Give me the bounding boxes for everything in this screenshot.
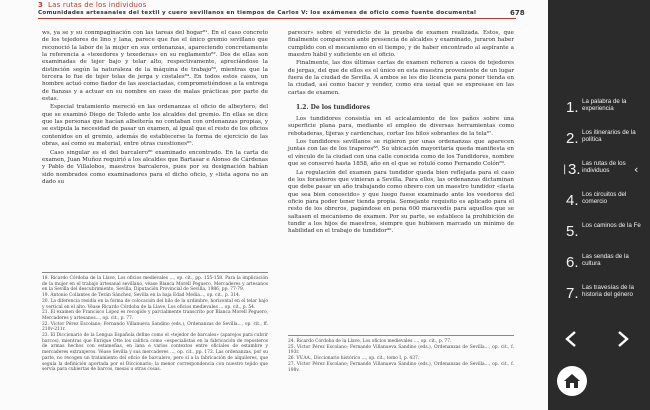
- nav-item-number: 5.: [566, 223, 579, 240]
- left-footnotes: [42, 272, 268, 373]
- paragraph: Especial tratamiento mereció en las ordenanzas el oficio de albeytero, del que se examinó Diego de Toledo ante los alcaldes del gremio. En ellas se dice que las personas que hacían albeitería no contaban con ordenanzas propias, y se estipula la necesidad de pasar un examen, al igual que el resto de los oficios contenidos en el gremio, además de establecerse la forma de ejercicio de las obras, así como su material, entre otras cuestiones⁸⁵.: [42, 104, 268, 148]
- nav-item-number: 2.: [566, 130, 579, 147]
- left-column: [42, 30, 268, 186]
- chevron-left-icon: [564, 331, 578, 347]
- chapter-title: Las rutas de los individuos: [48, 1, 147, 9]
- page-number: 678: [510, 9, 525, 17]
- nav-item-number: 3.: [568, 161, 581, 178]
- nav-item-number: 7.: [566, 285, 579, 302]
- nav-item-label: Las sendas de la cultura: [582, 253, 629, 268]
- chevron-left-icon: ‹: [634, 163, 639, 176]
- paragraph: ws, ya se y su conmpaginación con las tareas del hogar⁸¹. En el caso concreto de los tejedores de lino y lana, parece que fue el único gremio sevillano que reconoció la labor de la mujer en sus ordenanzas, apareciendo concretamente la referencia a «texedores y texederas» en su reglamento⁸². Dos de ellas son examinadas de tejer bajo y telar alto, respectivamente, apreciándose la distinción según la naturaleza de la máquina de trabajo⁸³, mientras que la tercera lo fue de tejer telas de jerga y costales⁸⁴. En todos estos casos, un hombre actuó como fiador de las asociaciadas, comprometiéndose a la entrega de fianzas y a actuar en su nombre en caso de malas prácticas por parte de estas.: [42, 30, 268, 103]
- footnote: 22. Víctor Pérez Escolano; Fernando Villanueva Sandino (eds.), Ordenanzas de Sevilla..., op. cit., ff. 210v-211r.: [42, 321, 268, 333]
- paragraph: Los tundidores consistía en el acicalamiento de los paños sobre una superficie plana para, mediante el empleo de diversas herramientas como rebotaderas, tijeras y cardenchas, cortar los hilos sobrantes de la tela⁸⁷.: [288, 116, 514, 137]
- right-footnotes: [288, 335, 514, 373]
- nav-item-7[interactable]: [548, 282, 650, 308]
- nav-item-label: Los caminos de la Fe: [582, 222, 641, 229]
- nav-item-label: Las rutas de los individuos: [582, 160, 626, 175]
- footnote: 25. Víctor Pérez Escolano; Fernando Villanueva Sandino (eds.), Ordenanzas de Sevilla..., op. cit., f. 193r.: [288, 344, 514, 356]
- nav-item-number: 6.: [566, 254, 579, 271]
- header-rule: [38, 18, 516, 19]
- footnote: 26. VV.AA., Diccionario histórico ..., op. cit., tomo I, p. 437.: [288, 356, 420, 362]
- current-chapter-marker-icon: |: [563, 164, 567, 175]
- nav-item-number: 4.: [566, 192, 579, 209]
- home-button[interactable]: [557, 366, 587, 396]
- nav-item-label: La palabra de la experiencia: [582, 98, 627, 113]
- section-heading: 1.2. De los tundidores: [296, 104, 370, 112]
- article-title: Comunidades artesanales del textil y cuero sevillanos en tiempos de Carlos V: los exámenes de oficio como fuente documental: [38, 10, 477, 16]
- footnote: 23. El Diccionario de la Lengua Española define como el «tejedor de barcales» (aparejos para cubrir barcos), mientras que Enrique Otte los califica como «especialistas en la fabricación de reposteros de armas hechos con estameñas, en lana e varios contextos entre oficiales de estambre y mercaderes extranjeros. Véase Sevilla y sus mercaderes ..., op. cit., pp. 172. Las ordenanzas, por su parte, no recogen un tratamiento del oficio de barcalero, pero sí a la fabricación de alquileres, que seguía la definición aportada por el Diccionario; la menor correspondencia con nuestro tejido que servía para cubiertas de barcos, mesas u otras cosas.: [42, 333, 268, 373]
- chevron-right-icon: [616, 331, 630, 347]
- paragraph: Los tundidores sevillanos se rigieron por unas ordenanzas que aparecen juntas con las de los traperos⁸⁸. Su ubicación mayoritaria queda manifiesta en el vínculo de la ciudad con una calle conocida como de los Tundidores, nombre que se conservó hasta 1858, año en el que se rotuló como Fernando Colón⁸⁹.: [288, 139, 514, 168]
- nav-item-6[interactable]: [548, 251, 650, 277]
- paragraph: Finalmente, las dos últimas cartas de examen refieren a casos de tejedores de jergas, del que de ellos es el único en esta muestra proveniente de un lugar fuera de la ciudad de Sevilla. A ambos se les dio licencia para poner tienda en la ciudad, así como hacer y vender, como era usual que se expresase en las cartas de examen.: [288, 60, 514, 96]
- nav-item-number: 1.: [566, 99, 579, 116]
- right-column: [288, 30, 514, 236]
- paragraph: parecer» sobre el veredicto de la prueba de examen realizada. Estos, que finalmente comparecen ante presencia de alcaldes y examinado, juraron haber cumplido con el mecanismo en el tiempo, y de haber encontrado al aspirante a maestro hábil y suficiente en el oficio.: [288, 30, 514, 59]
- nav-item-2[interactable]: [548, 127, 650, 153]
- nav-item-3[interactable]: [548, 158, 650, 184]
- nav-item-4[interactable]: [548, 189, 650, 215]
- next-page-button[interactable]: [616, 328, 630, 352]
- prev-page-button[interactable]: [564, 328, 578, 352]
- footnote: 18. Ricardo Córdoba de la Llave, Los oficios medievales ..., op. cit., pp. 155-158. Para la implicación de la mujer en el trabajo artesanal sevillano, véase Blanca Morell Peguero, Mercaderes y artesanos en la Sevilla del descubrimiento, Sevilla, Diputación Provincial de Sevilla, 1986, pp. 77-79.: [42, 276, 268, 293]
- nav-item-label: Los itinerarios de la política: [582, 129, 636, 144]
- footnote: 19. Antonio Collantes de Terán Sánchez, Sevilla en la baja Edad Media..., op. cit., p. 314.: [42, 293, 241, 299]
- chapter-number: 3: [38, 1, 43, 9]
- nav-item-1[interactable]: [548, 96, 650, 122]
- nav-item-label: Los circuitos del comercio: [582, 191, 627, 206]
- paragraph: La regulación del examen para tundidor queda bien reflejada para el caso de los forasteros que vinieran a Sevilla. Para ellos, las ordenanzas dictaminan que debe pasar un año trabajando como obrero con un maestro tundidor «fasta que sea bien conoscido» y que luego fuese examinado ante los veedores del oficio para poder tener tienda propia. Semejante requisito es aplicado para el resto de los obreros, pagándose en pena 600 maravedís para aquellos que se saltasen el mecanismo de examen. Por su parte, se establece la prohibición de tundir a los hijos de maestros, siempre que hubiesen marcado un mínimo de habilidad en el trabajo de tundidor⁹⁰.: [288, 169, 515, 235]
- footnote: 20. La diferencia residía en la forma de colocación del hilo de la urdimbre, horizontal en el telar bajo y vertical en el alto. Véase Ricardo Córdoba de la Llave, Los oficios medievales ... op. cit., p. 54.: [42, 298, 268, 310]
- nav-item-label: Las travesías de la historia del género: [582, 284, 634, 299]
- home-icon: [563, 372, 581, 390]
- footnote: 27. Víctor Pérez Escolano; Fernando Villanueva Sandino (eds.), Ordenanzas de Sevilla..., op. cit., f. 198v.: [288, 361, 514, 373]
- footnote: 24. Ricardo Córdoba de la Llave, Los oficios medievales ..., op. cit., p. 77.: [288, 339, 452, 344]
- footnote: 21. El examen de Francisco López es recogido y parcialmente transcrito por Blanca Morell Peguero, Mercaderes y artesanos..., op. cit., p. 77.: [42, 310, 268, 321]
- nav-item-5[interactable]: [548, 220, 650, 246]
- paragraph: Caso singular es el del barcalero⁸⁶ examinado encontrado. En la carta de examen, Juan Muñoz requirió a los alcaldes que Bartasar e Alonso de Cárdenas y Pablo de Villalobos, maestros barcaleros, pues por su designación habían sido nombrados como examinadores para el dicho oficio, y «lista agora no an dado su: [42, 149, 268, 185]
